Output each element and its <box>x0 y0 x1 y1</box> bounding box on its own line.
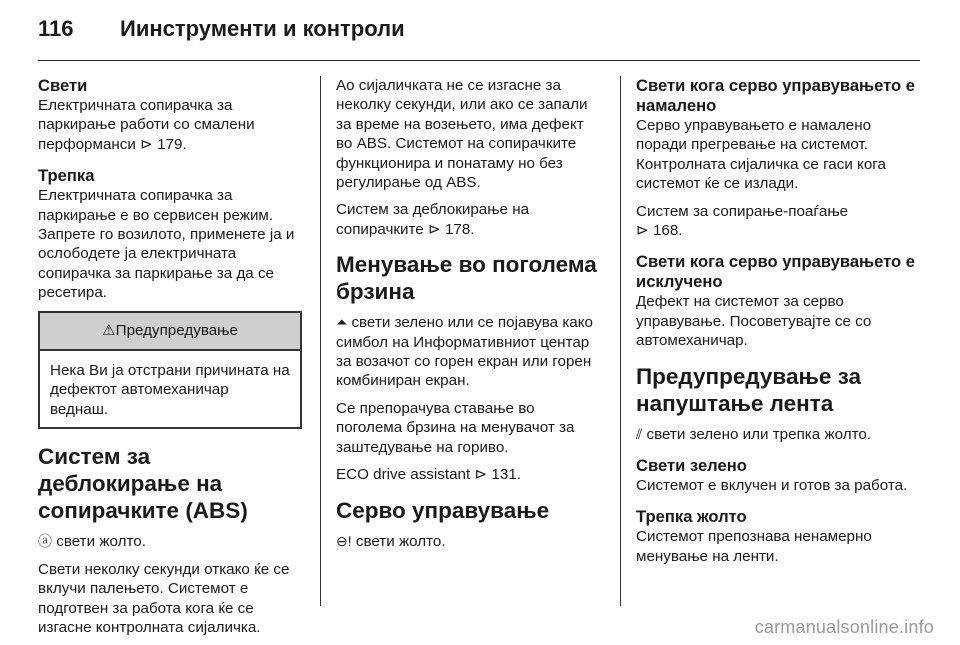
paragraph: Систем за деблокирање на сопирачките ⊳ 178. <box>336 201 530 238</box>
column-1 <box>38 76 302 645</box>
warning-header: ⚠Предупредување <box>40 313 300 351</box>
paragraph: Ао сијаличката не се изгасне за неколку секунди, или ако се запали за време на возењето, има дефект во ABS. Системот на сопирачките функционира и понатаму но без регулирање од ABS. <box>336 77 588 192</box>
watermark: carmanualsonline.info <box>754 617 934 637</box>
page-ref-arrow-icon: ⊳ <box>474 466 488 484</box>
column-divider <box>620 76 621 606</box>
column-divider <box>320 76 321 606</box>
section-heading-steering-reduced: Свети кога серво управувањето е намалено <box>636 76 915 115</box>
page-ref-arrow-icon: ⊳ <box>140 135 153 153</box>
paragraph: ECO drive assistant ⊳ 131. <box>336 466 521 484</box>
section-heading-lane-departure: Предупредување за напуштање лента <box>636 363 862 416</box>
section-heading-lights: Свети <box>38 76 88 95</box>
paragraph: ⏶ свети зелено или се појавува како симбол на Информативниот центар за возачот со горен екран или горен комбиниран екран. <box>336 314 594 390</box>
paragraph: Електричната сопирачка за паркирање е во сервисен режим. Запрете го возилото, применете ја и ослободете ја електричната сопирачка за паркирање за да се ресетира. <box>38 187 295 302</box>
section-heading-power-steering: Серво управување <box>336 497 550 523</box>
section-heading-green: Свети зелено <box>636 456 747 476</box>
paragraph: ⓐ свети жолто. <box>38 533 146 551</box>
paragraph: Електричната сопирачка за паркирање работи со смалени перформанси ⊳ 179. <box>38 97 255 153</box>
lane-departure-icon: ⫽ <box>636 425 643 442</box>
paragraph: Систем за сопирање-поаѓање ⊳ 168. <box>636 202 849 240</box>
section-heading-abs: Систем за деблокирање на сопирачките (ABS) <box>38 444 248 524</box>
paragraph: Свети неколку секунди откако ќе се вклучи палењето. Системот е подготвен за работа кога ќе се изгасне контролната сијаличка. <box>38 560 290 636</box>
abs-icon: ⓐ <box>38 533 52 550</box>
section-heading-flashes: Трепка <box>38 166 95 186</box>
paragraph: Системот препознава ненамерно менување на ленти. <box>636 528 872 565</box>
paragraph: Серво управувањето е намалено поради прегревање на системот. Контролната сијаличка се гаси кога системот ќе се излади. <box>636 117 886 193</box>
paragraph: ⫽ свети зелено или трепка жолто. <box>636 425 872 443</box>
column-3 <box>636 76 920 574</box>
paragraph: Дефект на системот за серво управување. Посоветувајте се со автомеханичар. <box>636 293 872 350</box>
page-ref-arrow-icon: ⊳ <box>636 222 649 240</box>
header-rule <box>38 60 920 61</box>
paragraph: ⊖! свети жолто. <box>336 532 446 550</box>
section-heading-upshift: Менување во поголема брзина <box>336 252 597 305</box>
column-2 <box>336 76 604 559</box>
steering-wheel-icon: ⊖! <box>336 532 352 549</box>
section-heading-yellow: Трепка жолто <box>636 507 747 527</box>
upshift-icon: ⏶ <box>336 314 348 331</box>
warning-box <box>38 311 302 430</box>
paragraph: Се препорачува ставање во поголема брзина на менувачот за заштедување на гориво. <box>336 399 575 456</box>
paragraph: Системот е вклучен и готов за работа. <box>636 477 908 495</box>
section-heading-steering-off: Свети кога серво управувањето е исклучено <box>636 252 915 292</box>
warning-text: Нека Ви ја отстрани причината на дефектот автомеханичар веднаш. <box>50 362 290 418</box>
page-title: Иинструменти и контроли <box>120 16 405 41</box>
page-ref-arrow-icon: ⊳ <box>428 220 441 238</box>
page-number: 116 <box>38 16 74 41</box>
warning-triangle-icon: ⚠ <box>102 321 116 339</box>
